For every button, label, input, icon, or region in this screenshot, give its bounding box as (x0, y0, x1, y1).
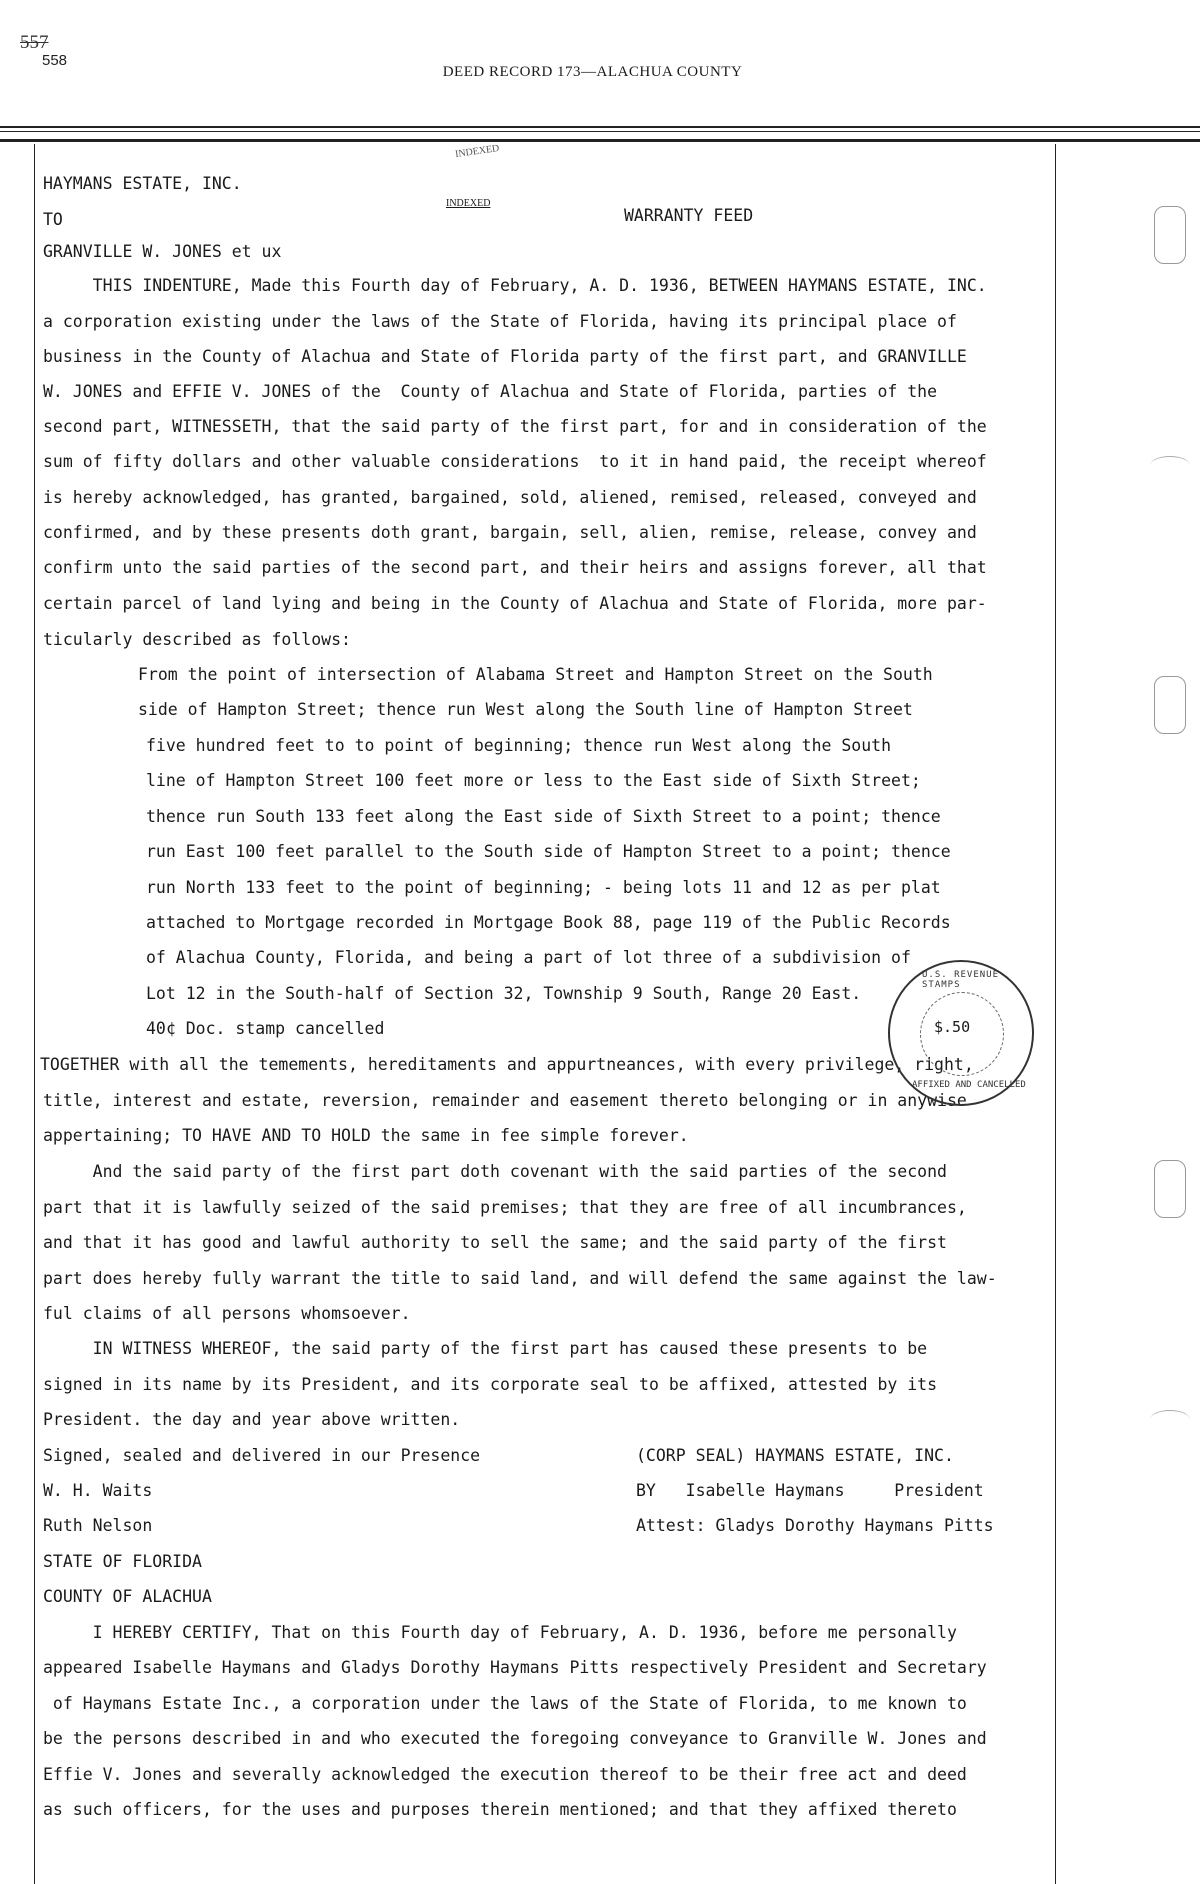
text-line: Effie V. Jones and severally acknowledged the execution thereof to be their free act and deed (43, 1765, 967, 1784)
county-line: COUNTY OF ALACHUA (43, 1587, 212, 1606)
text-line: THIS INDENTURE, Made this Fourth day of February, A. D. 1936, BETWEEN HAYMANS ESTATE, INC. (43, 276, 987, 295)
witness-signature: W. H. Waits (43, 1481, 153, 1500)
text-line: as such officers, for the uses and purposes therein mentioned; and that they affixed thereto (43, 1800, 957, 1819)
text-line: And the said party of the first part doth covenant with the said parties of the second (43, 1162, 947, 1181)
struck-page-number: 557 (20, 32, 49, 53)
revenue-stamp-amount: $.50 (934, 1018, 971, 1036)
margin-mark (1150, 1410, 1190, 1429)
text-line: signed in its name by its President, and its corporate seal to be affixed, attested by its (43, 1375, 938, 1394)
text-line: confirmed, and by these presents doth grant, bargain, sell, alien, remise, release, convey and (43, 523, 977, 542)
text-line: and that it has good and lawful authority to sell the same; and the said party of the first (43, 1233, 947, 1252)
text-line: part does hereby fully warrant the title to said land, and will defend the same against the law- (43, 1269, 997, 1288)
text-line: be the persons described in and who executed the foregoing conveyance to Granville W. Jones and (43, 1729, 987, 1748)
indexed-stamp-top: INDEXED (454, 142, 500, 161)
record-header-title: DEED RECORD 173—ALACHUA COUNTY (442, 64, 743, 80)
president-signature: BY Isabelle Haymans President (636, 1481, 984, 1500)
binder-hole (1154, 676, 1186, 734)
description-line: From the point of intersection of Alabama Street and Hampton Street on the South (138, 665, 933, 684)
header-rule-1 (0, 126, 1200, 128)
text-line: of Haymans Estate Inc., a corporation under the laws of the State of Florida, to me known to (43, 1694, 967, 1713)
text-line: TOGETHER with all the temements, hereditaments and appurtneances, with every privilege, right, (40, 1055, 974, 1074)
text-line: title, interest and estate, reversion, remainder and easement thereto belonging or in anywise (43, 1091, 967, 1110)
binder-hole (1154, 206, 1186, 264)
text-line: sum of fifty dollars and other valuable considerations to it in hand paid, the receipt whereof (43, 452, 987, 471)
to-label: TO (43, 210, 63, 229)
revenue-stamp-inner-text: AFFIXED AND CANCELLED (912, 1080, 1026, 1090)
description-line: run East 100 feet parallel to the South side of Hampton Street to a point; thence (146, 842, 951, 861)
text-line: a corporation existing under the laws of the State of Florida, having its principal place of (43, 312, 957, 331)
text-line: is hereby acknowledged, has granted, bargained, sold, aliened, remised, released, conveyed and (43, 488, 977, 507)
page-number: 558 (42, 52, 68, 69)
text-line: business in the County of Alachua and State of Florida party of the first part, and GRANVILLE (43, 347, 967, 366)
indexed-stamp: INDEXED (446, 198, 491, 209)
text-line: appertaining; TO HAVE AND TO HOLD the same in fee simple forever. (43, 1126, 689, 1145)
description-line: Lot 12 in the South-half of Section 32, Township 9 South, Range 20 East. (146, 984, 862, 1003)
header-rule-3 (0, 139, 1200, 142)
deed-type: WARRANTY FEED (624, 206, 754, 225)
revenue-stamp-seal (888, 960, 1034, 1106)
doc-stamp-note: 40¢ Doc. stamp cancelled (146, 1019, 385, 1038)
grantee-name: GRANVILLE W. JONES et ux (43, 242, 282, 261)
description-line: attached to Mortgage recorded in Mortgage Book 88, page 119 of the Public Records (146, 913, 951, 932)
description-line: run North 133 feet to the point of beginning; - being lots 11 and 12 as per plat (146, 878, 941, 897)
text-line: certain parcel of land lying and being in the County of Alachua and State of Florida, more par- (43, 594, 987, 613)
text-line: President. the day and year above written. (43, 1410, 461, 1429)
witness-heading: Signed, sealed and delivered in our Presence (43, 1446, 481, 1465)
text-line: appeared Isabelle Haymans and Gladys Dorothy Haymans Pitts respectively President and Secretary (43, 1658, 987, 1677)
binder-hole (1154, 1160, 1186, 1218)
attest-signature: Attest: Gladys Dorothy Haymans Pitts (636, 1516, 994, 1535)
text-line: confirm unto the said parties of the second part, and their heirs and assigns forever, all that (43, 558, 987, 577)
description-line: line of Hampton Street 100 feet more or less to the East side of Sixth Street; (146, 771, 921, 790)
text-line: second part, WITNESSETH, that the said party of the first part, for and in consideration of the (43, 417, 987, 436)
header-rule-2 (0, 131, 1200, 132)
grantor-name: HAYMANS ESTATE, INC. (43, 174, 242, 193)
description-line: side of Hampton Street; thence run West along the South line of Hampton Street (138, 700, 913, 719)
witness-signature: Ruth Nelson (43, 1516, 153, 1535)
corp-seal-line: (CORP SEAL) HAYMANS ESTATE, INC. (636, 1446, 954, 1465)
text-line: ticularly described as follows: (43, 630, 351, 649)
description-line: five hundred feet to to point of beginning; thence run West along the South (146, 736, 892, 755)
description-line: of Alachua County, Florida, and being a part of lot three of a subdivision of (146, 948, 911, 967)
text-line: IN WITNESS WHEREOF, the said party of the first part has caused these presents to be (43, 1339, 928, 1358)
text-line: part that it is lawfully seized of the said premises; that they are free of all incumbrances, (43, 1198, 967, 1217)
text-line: W. JONES and EFFIE V. JONES of the County of Alachua and State of Florida, parties of the (43, 382, 938, 401)
text-line: ful claims of all persons whomsoever. (43, 1304, 411, 1323)
revenue-stamp-ring-text: U.S. REVENUE STAMPS (922, 970, 1000, 990)
text-line: I HEREBY CERTIFY, That on this Fourth day of February, A. D. 1936, before me personally (43, 1623, 957, 1642)
state-line: STATE OF FLORIDA (43, 1552, 202, 1571)
description-line: thence run South 133 feet along the East side of Sixth Street to a point; thence (146, 807, 941, 826)
margin-mark (1150, 456, 1190, 475)
